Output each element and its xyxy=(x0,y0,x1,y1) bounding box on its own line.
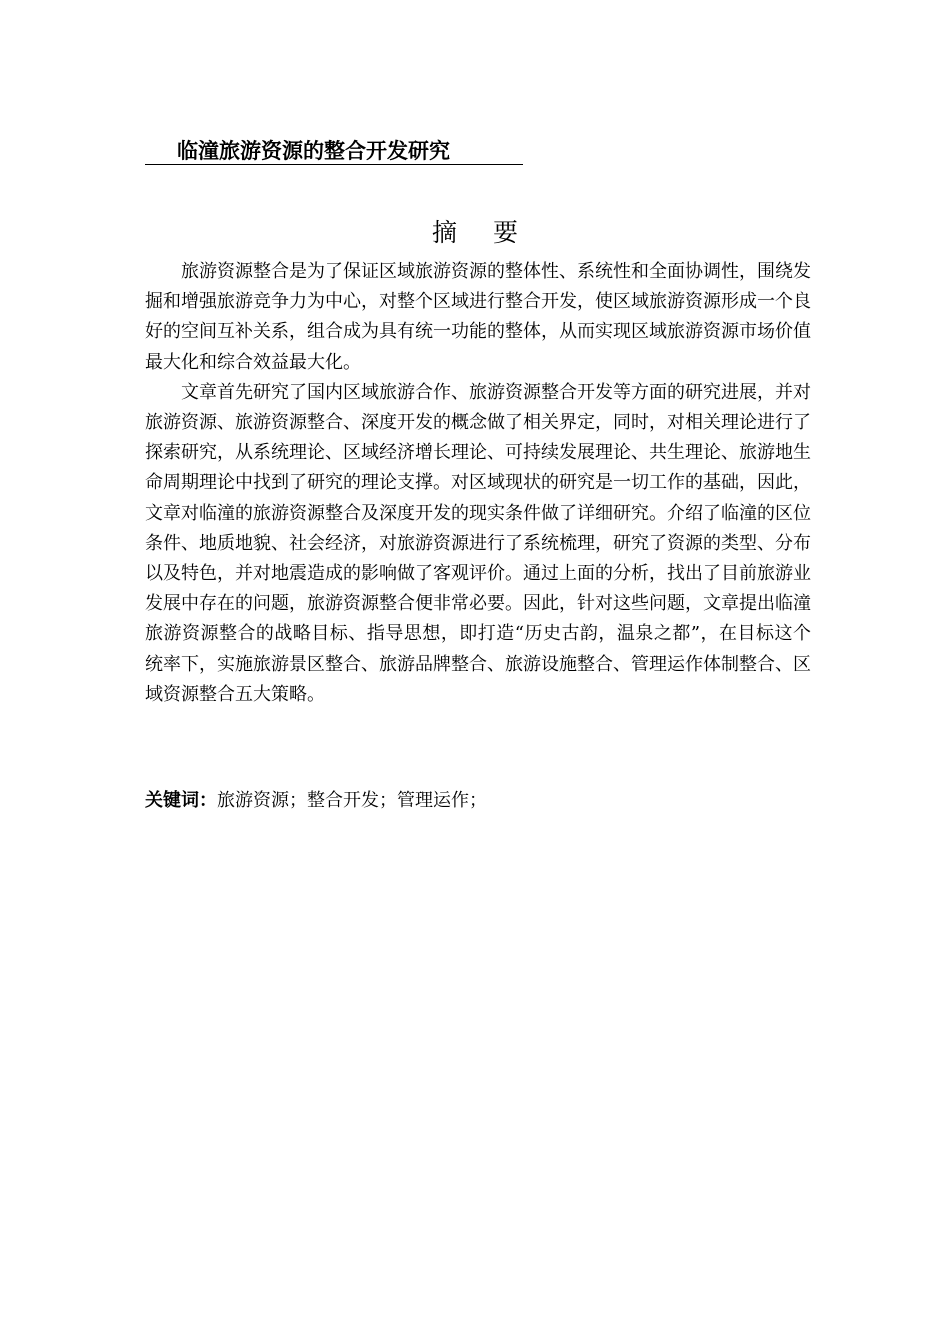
keywords-value: 旅游资源；整合开发；管理运作； xyxy=(217,790,487,811)
abstract-paragraph: 文章首先研究了国内区域旅游合作、旅游资源整合开发等方面的研究进展，并对旅游资源、旅游资源整合、深度开发的概念做了相关界定，同时，对相关理论进行了探索研究，从系统理论、区域经济增长理论、可持续发展理论、共生理论、旅游地生命周期理论中找到了研究的理论支撑。对区域现状的研究是一切工作的基础，因此，文章对临潼的旅游资源整合及深度开发的现实条件做了详细研究。介绍了临潼的区位条件、地质地貌、社会经济，对旅游资源进行了系统梳理，研究了资源的类型、分布以及特色，并对地震造成的影响做了客观评价。通过上面的分析，找出了目前旅游业发展中存在的问题，旅游资源整合便非常必要。因此，针对这些问题，文章提出临潼旅游资源整合的战略目标、指导思想，即打造“历史古韵，温泉之都”，在目标这个统率下，实施旅游景区整合、旅游品牌整合、旅游设施整合、管理运作体制整合、区域资源整合五大策略。 xyxy=(145,381,811,705)
keywords-line xyxy=(145,786,487,816)
document-title: 临潼旅游资源的整合开发研究 xyxy=(177,138,450,163)
abstract-heading: 摘 要 xyxy=(432,218,532,247)
keywords-label: 关键词： xyxy=(145,790,217,811)
abstract-paragraph: 旅游资源整合是为了保证区域旅游资源的整体性、系统性和全面协调性，围绕发掘和增强旅游竞争力为中心，对整个区域进行整合开发，使区域旅游资源形成一个良好的空间互补关系，组合成为具有统一功能的整体，从而实现区域旅游资源市场价值最大化和综合效益最大化。 xyxy=(145,261,811,373)
abstract-body xyxy=(145,257,811,710)
title-underline xyxy=(145,138,523,165)
